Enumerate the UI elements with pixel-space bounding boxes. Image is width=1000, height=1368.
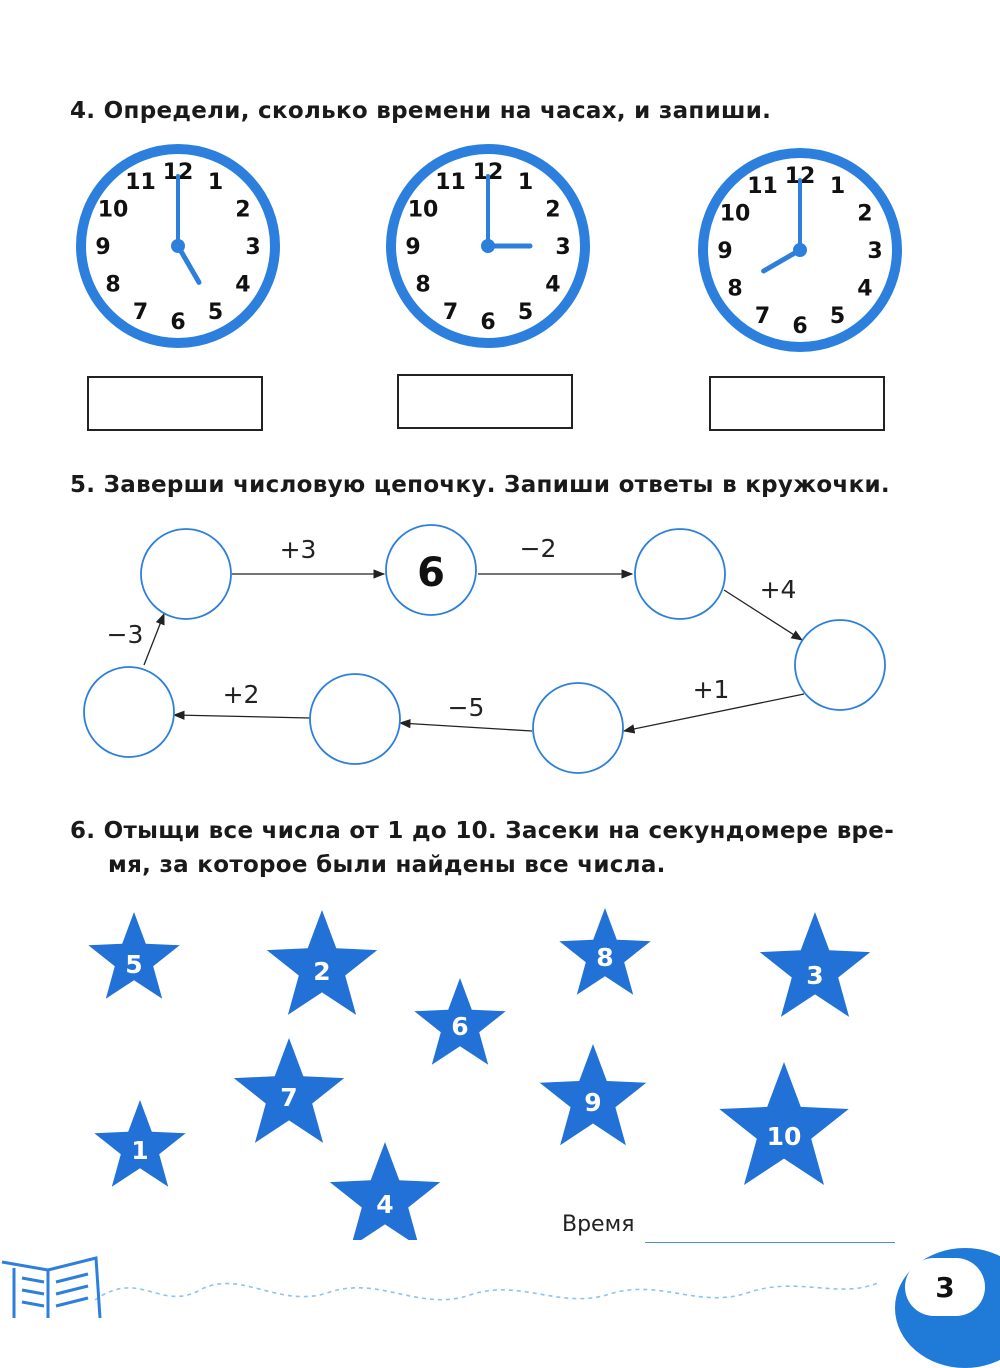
svg-text:6: 6 — [451, 1012, 469, 1041]
clock-number: 12 — [472, 160, 504, 185]
svg-text:7: 7 — [280, 1083, 298, 1112]
chain-circle-3[interactable] — [635, 529, 725, 619]
svg-text:9: 9 — [584, 1088, 602, 1117]
stars-field — [0, 900, 1000, 1240]
clock-number: 5 — [207, 299, 224, 325]
clock-number: 11 — [125, 170, 156, 196]
page-number: 3 — [905, 1258, 985, 1316]
task-5-title: 5. Заверши числовую цепочку. Запиши ответы в кружочки. — [70, 472, 890, 498]
star[interactable] — [559, 908, 650, 995]
number-chain — [0, 510, 1000, 790]
clock-number: 3 — [867, 239, 883, 264]
clock-center — [793, 243, 807, 257]
op-label: +4 — [759, 575, 797, 604]
clock-number: 9 — [405, 235, 421, 260]
bottom-decoration — [0, 1230, 1000, 1318]
clock-number: 8 — [727, 276, 743, 302]
clock-number: 1 — [829, 174, 846, 200]
clock-number: 5 — [829, 303, 846, 329]
clock-number: 11 — [435, 170, 466, 196]
op-label: +1 — [692, 675, 730, 704]
clock-number: 2 — [545, 197, 561, 223]
clock-number: 1 — [517, 170, 534, 196]
clock-number: 3 — [555, 235, 571, 260]
clock-number: 6 — [792, 314, 808, 339]
clock-number: 12 — [784, 164, 816, 189]
clock-number: 2 — [235, 197, 251, 223]
clock-number: 9 — [717, 239, 733, 264]
clock-number: 12 — [162, 160, 194, 185]
svg-text:10: 10 — [766, 1122, 802, 1151]
clock-number: 6 — [480, 310, 496, 335]
star[interactable] — [760, 912, 870, 1017]
chain-arrow — [400, 723, 532, 731]
answer-box-3[interactable] — [709, 376, 885, 431]
star[interactable] — [414, 978, 505, 1065]
clock-number: 3 — [245, 235, 261, 260]
chain-given-value: 6 — [417, 550, 445, 596]
clock-center — [481, 239, 495, 253]
svg-text:4: 4 — [376, 1190, 394, 1219]
clock-number: 4 — [235, 272, 251, 298]
clock-number: 11 — [747, 174, 778, 200]
chain-arrow — [144, 614, 164, 665]
clock-number: 10 — [97, 197, 129, 223]
chain-circle-4[interactable] — [795, 620, 885, 710]
clock-number: 1 — [207, 170, 224, 196]
chain-arrow — [174, 715, 310, 718]
clock-number: 6 — [170, 310, 186, 335]
svg-text:8: 8 — [596, 943, 614, 972]
chain-circle-7[interactable] — [84, 667, 174, 757]
op-label: +2 — [222, 680, 260, 709]
star[interactable] — [88, 912, 179, 999]
clock-number: 9 — [95, 235, 111, 260]
clock-2 — [382, 140, 594, 352]
answer-box-2[interactable] — [397, 374, 573, 429]
clock-number: 8 — [415, 272, 431, 298]
clock-number: 8 — [105, 272, 121, 298]
chain-circle-5[interactable] — [533, 683, 623, 773]
book-icon — [2, 1258, 100, 1318]
chain-circle-6[interactable] — [310, 674, 400, 764]
star[interactable] — [540, 1044, 647, 1145]
time-label: Время — [562, 1212, 635, 1237]
answer-box-1[interactable] — [87, 376, 263, 431]
star[interactable] — [330, 1142, 440, 1240]
clock-number: 7 — [132, 299, 149, 325]
clock-number: 4 — [857, 276, 873, 302]
clock-3 — [694, 144, 906, 356]
clock-number: 4 — [545, 272, 561, 298]
star[interactable] — [267, 910, 377, 1015]
clock-number: 5 — [517, 299, 534, 325]
svg-text:5: 5 — [125, 950, 143, 979]
star[interactable] — [719, 1062, 848, 1185]
op-label: −2 — [519, 534, 557, 563]
chain-circle-1[interactable] — [141, 529, 231, 619]
star[interactable] — [94, 1100, 185, 1187]
star[interactable] — [234, 1038, 344, 1143]
clock-1 — [72, 140, 284, 352]
clock-number: 7 — [442, 299, 459, 325]
op-label: +3 — [279, 535, 317, 564]
clock-center — [171, 239, 185, 253]
clock-number: 2 — [857, 201, 873, 227]
clock-number: 7 — [754, 303, 771, 329]
op-label: −3 — [106, 620, 144, 649]
svg-text:3: 3 — [806, 961, 824, 990]
svg-text:1: 1 — [131, 1136, 149, 1165]
op-label: −5 — [447, 693, 485, 722]
task-4-title: 4. Определи, сколько времени на часах, и запиши. — [70, 98, 772, 124]
clock-number: 10 — [719, 201, 751, 227]
clock-number: 10 — [407, 197, 439, 223]
svg-text:2: 2 — [313, 957, 331, 986]
task-6-title-line1: 6. Отыщи все числа от 1 до 10. Засеки на секундомере вре- — [70, 818, 895, 844]
task-6-title-line2: мя, за которое были найдены все числа. — [108, 852, 666, 878]
